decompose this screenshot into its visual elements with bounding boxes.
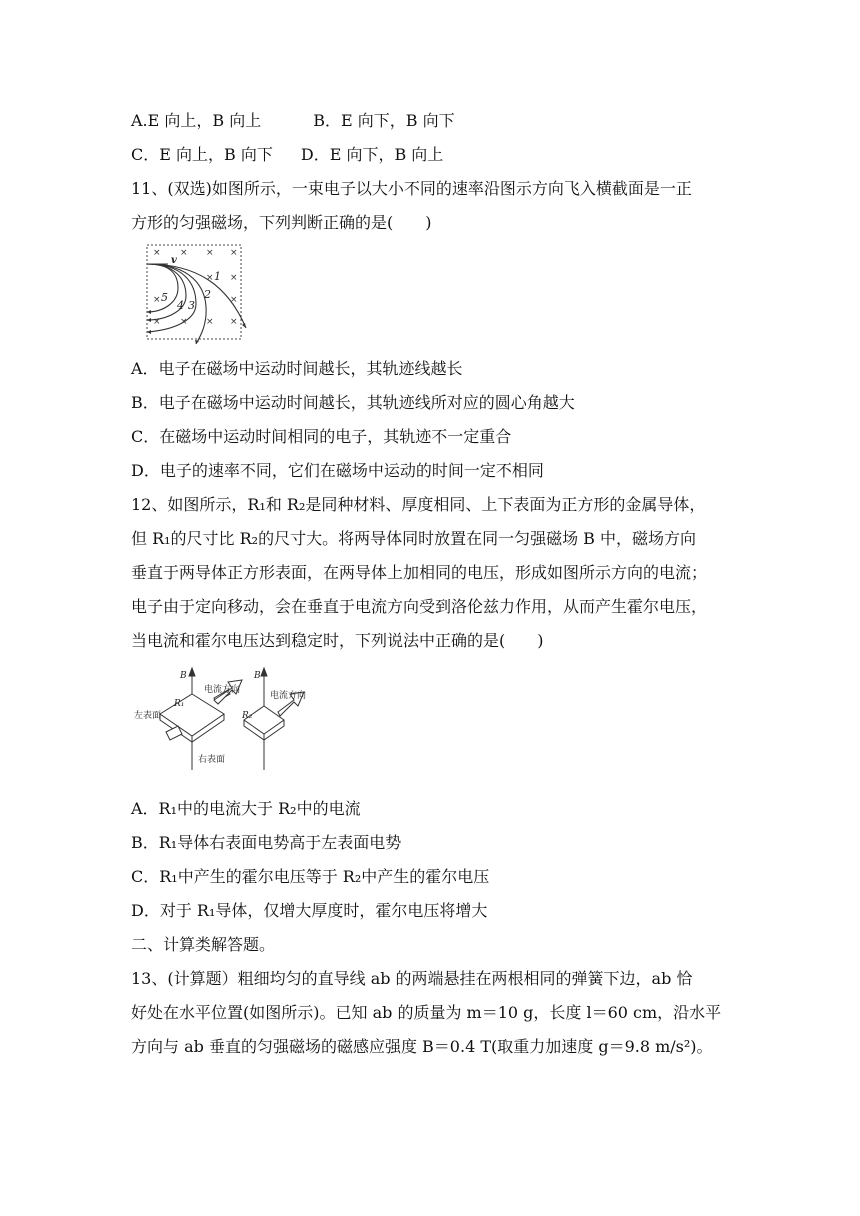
q12-option-b: B．R₁导体右表面电势高于左表面电势: [131, 833, 402, 852]
field-x-mark: ×: [230, 248, 238, 258]
q12-stem-line-1: 12、如图所示，R₁和 R₂是同种材料、厚度相同、上下表面为正方形的金属导体，: [131, 495, 706, 514]
r2-conductor: [244, 668, 307, 770]
field-x-mark: ×: [206, 273, 214, 283]
q10-options-row-1: [131, 110, 455, 132]
q12-stem-line-5: 当电流和霍尔电压达到稳定时，下列说法中正确的是( ): [131, 631, 544, 650]
q11-option-d: D．电子的速率不同，它们在磁场中运动的时间一定不相同: [131, 461, 544, 480]
trajectory-label-1: 1: [214, 270, 221, 283]
q10-option-c: C．E 向上，B 向下: [131, 145, 273, 164]
q13-line-3: 方向与 ab 垂直的匀强磁场的磁感应强度 B＝0.4 T(取重力加速度 g＝9.8 m/s²)。: [131, 1037, 713, 1056]
q12-stem-line-3: 垂直于两导体正方形表面，在两导体上加相同的电压，形成如图所示方向的电流；: [131, 563, 708, 582]
trajectory-label-4: 4: [177, 299, 184, 312]
field-x-mark: ×: [206, 248, 214, 258]
r2-label: R₂: [242, 711, 253, 721]
section-2-title: 二、计算类解答题。: [131, 935, 276, 954]
q11-stem-line-1: 11、(双选)如图所示，一束电子以大小不同的速率沿图示方向飞入横截面是一正: [131, 179, 692, 198]
q10-option-b: B．E 向下，B 向下: [313, 111, 455, 130]
b-label-r1: B: [180, 671, 187, 681]
current-direction-label-r2: 电流方向: [270, 691, 307, 701]
q11-magnetic-field-figure: [138, 240, 254, 350]
field-x-mark: ×: [180, 317, 188, 327]
field-x-mark: ×: [230, 295, 238, 305]
field-x-mark: ×: [153, 317, 161, 327]
field-x-mark: ×: [230, 273, 238, 283]
velocity-label: v: [171, 255, 177, 266]
right-face-label: 右表面: [198, 755, 226, 765]
q12-stem-line-2: 但 R₁的尺寸比 R₂的尺寸大。将两导体同时放置在同一匀强磁场 B 中，磁场方向: [131, 529, 697, 548]
b-label-r2: B: [254, 671, 261, 681]
trajectory-label-2: 2: [204, 288, 211, 301]
q10-option-d: D．E 向下，B 向上: [300, 145, 444, 164]
q11-option-b: B．电子在磁场中运动时间越长，其轨迹线所对应的圆心角越大: [131, 393, 575, 412]
q12-stem-line-4: 电子由于定向移动，会在垂直于电流方向受到洛伦兹力作用，从而产生霍尔电压，: [131, 597, 708, 616]
r1-label: R₁: [174, 699, 185, 709]
q12-option-a: A．R₁中的电流大于 R₂中的电流: [131, 799, 361, 818]
field-x-mark: ×: [230, 317, 238, 327]
q13-line-2: 好处在水平位置(如图所示)。已知 ab 的质量为 m＝10 g，长度 l＝60 cm，沿水平: [131, 1003, 722, 1022]
field-x-mark: ×: [180, 248, 188, 258]
q11-stem-line-2: 方形的匀强磁场，下列判断正确的是( ): [131, 213, 432, 232]
q11-option-a: A．电子在磁场中运动时间越长，其轨迹线越长: [131, 359, 463, 378]
q10-options-row-2: [131, 144, 443, 166]
current-direction-label-r1: 电流方向: [204, 685, 241, 695]
q13-line-1: 13、(计算题）粗细均匀的直导线 ab 的两端悬挂在两根相同的弹簧下边，ab 恰: [131, 969, 693, 988]
field-cross-marks: [153, 248, 238, 327]
field-x-mark: ×: [206, 317, 214, 327]
left-face-label: 左表面: [134, 711, 162, 721]
trajectory-label-5: 5: [161, 291, 168, 304]
q12-option-c: C．R₁中产生的霍尔电压等于 R₂中产生的霍尔电压: [131, 867, 490, 886]
field-x-mark: ×: [153, 248, 161, 258]
trajectory-label-3: 3: [188, 299, 195, 312]
q12-hall-effect-figure: [130, 664, 350, 774]
field-x-mark: ×: [153, 295, 161, 305]
q10-option-a: A.E 向上，B 向上: [131, 111, 262, 130]
q12-option-d: D．对于 R₁导体，仅增大厚度时，霍尔电压将增大: [131, 901, 488, 920]
q11-option-c: C．在磁场中运动时间相同的电子，其轨迹不一定重合: [131, 427, 512, 446]
